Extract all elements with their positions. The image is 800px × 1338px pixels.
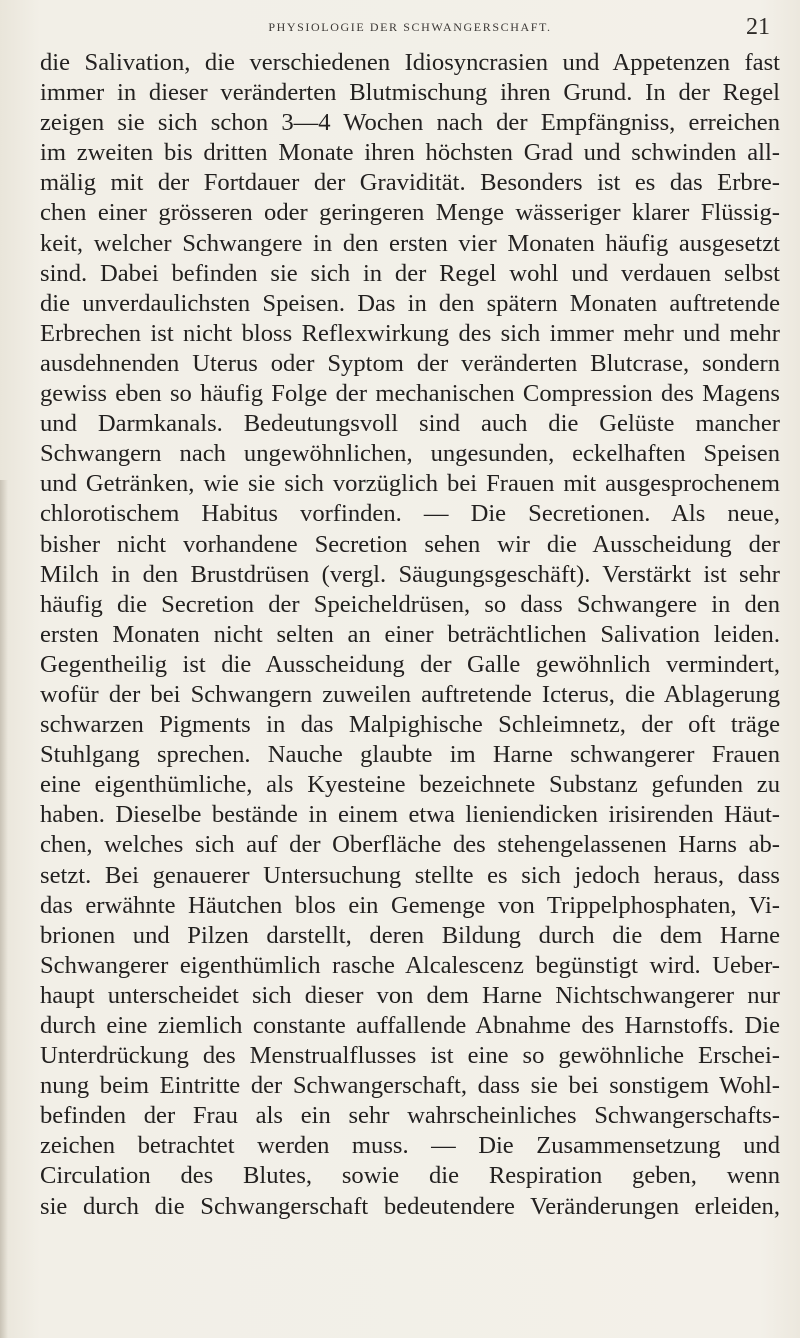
text-line: Unterdrückung des Menstrualflusses ist eine so gewöhnliche Erschei- bbox=[40, 1042, 780, 1070]
text-line: die unverdaulichsten Speisen. Das in den spätern Monaten auftretende bbox=[40, 289, 780, 317]
text-line: ersten Monaten nicht selten an einer beträchtlichen Salivation leiden. bbox=[40, 620, 780, 648]
text-line: keit, welcher Schwangere in den ersten vier Monaten häufig ausgesetzt bbox=[40, 229, 780, 257]
text-line: befinden der Frau als ein sehr wahrscheinliches Schwangerschafts- bbox=[40, 1102, 780, 1130]
body-text bbox=[40, 48, 780, 1222]
text-line: zeichen betrachtet werden muss. — Die Zusammensetzung und bbox=[40, 1132, 780, 1160]
text-line: haupt unterscheidet sich dieser von dem Harne Nichtschwangerer nur bbox=[40, 981, 780, 1009]
text-line: die Salivation, die verschiedenen Idiosyncrasien und Appetenzen fast bbox=[40, 49, 780, 76]
text-line: gewiss eben so häufig Folge der mechanischen Compression des Magens bbox=[40, 380, 780, 408]
page-binding-shadow bbox=[0, 480, 8, 1338]
text-line: chen, welches sich auf der Oberfläche des stehengelassenen Harns ab- bbox=[40, 831, 780, 859]
text-line: zeigen sie sich schon 3—4 Wochen nach der Empfängniss, erreichen bbox=[40, 109, 780, 137]
text-line: Gegentheilig ist die Ausscheidung der Galle gewöhnlich vermindert, bbox=[40, 650, 780, 678]
text-line: nung beim Eintritte der Schwangerschaft, dass sie bei sonstigem Wohl- bbox=[40, 1072, 780, 1100]
text-line: schwarzen Pigments in das Malpighische Schleimnetz, der oft träge bbox=[40, 711, 780, 739]
text-line: und Darmkanals. Bedeutungsvoll sind auch die Gelüste mancher bbox=[40, 410, 780, 438]
text-line: Schwangerer eigenthümlich rasche Alcalescenz begünstigt wird. Ueber- bbox=[40, 951, 780, 979]
text-line: mälig mit der Fortdauer der Gravidität. Besonders ist es das Erbre- bbox=[40, 169, 780, 197]
text-line: wofür der bei Schwangern zuweilen auftretende Icterus, die Ablagerung bbox=[40, 680, 780, 708]
text-line: und Getränken, wie sie sich vorzüglich bei Frauen mit ausgesprochenem bbox=[40, 470, 780, 498]
text-line: im zweiten bis dritten Monate ihren höchsten Grad und schwinden all- bbox=[40, 139, 780, 167]
text-line: häufig die Secretion der Speicheldrüsen, so dass Schwangere in den bbox=[40, 590, 780, 618]
text-line: setzt. Bei genauerer Untersuchung stellte es sich jedoch heraus, dass bbox=[40, 861, 780, 889]
text-line: Milch in den Brustdrüsen (vergl. Säugungsgeschäft). Verstärkt ist sehr bbox=[40, 560, 780, 588]
text-line: bisher nicht vorhandene Secretion sehen wir die Ausscheidung der bbox=[40, 530, 780, 558]
page-number: 21 bbox=[746, 14, 770, 40]
text-line: Circulation des Blutes, sowie die Respiration geben, wenn bbox=[40, 1162, 780, 1190]
text-line: chlorotischem Habitus vorfinden. — Die Secretionen. Als neue, bbox=[40, 500, 780, 528]
running-title: PHYSIOLOGIE DER SCHWANGERSCHAFT. bbox=[268, 20, 552, 34]
text-line: eine eigenthümliche, als Kyesteine bezeichnete Substanz gefunden zu bbox=[40, 771, 780, 799]
text-line: sind. Dabei befinden sie sich in der Regel wohl und verdauen selbst bbox=[40, 259, 780, 287]
text-line: immer in dieser veränderten Blutmischung ihren Grund. In der Regel bbox=[40, 79, 780, 107]
text-line: ausdehnenden Uterus oder Syptom der veränderten Blutcrase, sondern bbox=[40, 349, 780, 377]
text-line: sie durch die Schwangerschaft bedeutendere Veränderungen erleiden, bbox=[40, 1192, 780, 1220]
text-line: das erwähnte Häutchen blos ein Gemenge von Trippelphosphaten, Vi- bbox=[40, 891, 780, 919]
text-line: Erbrechen ist nicht bloss Reflexwirkung des sich immer mehr und mehr bbox=[40, 319, 780, 347]
text-line: Stuhlgang sprechen. Nauche glaubte im Harne schwangerer Frauen bbox=[40, 741, 780, 769]
text-line: chen einer grösseren oder geringeren Menge wässeriger klarer Flüssig- bbox=[40, 199, 780, 227]
text-line: Schwangern nach ungewöhnlichen, ungesunden, eckelhaften Speisen bbox=[40, 440, 780, 468]
running-head bbox=[40, 14, 780, 44]
text-line: haben. Dieselbe bestände in einem etwa lieniendicken irisirenden Häut- bbox=[40, 801, 780, 829]
text-line: brionen und Pilzen darstellt, deren Bildung durch die dem Harne bbox=[40, 921, 780, 949]
text-line: durch eine ziemlich constante auffallende Abnahme des Harnstoffs. Die bbox=[40, 1012, 780, 1039]
